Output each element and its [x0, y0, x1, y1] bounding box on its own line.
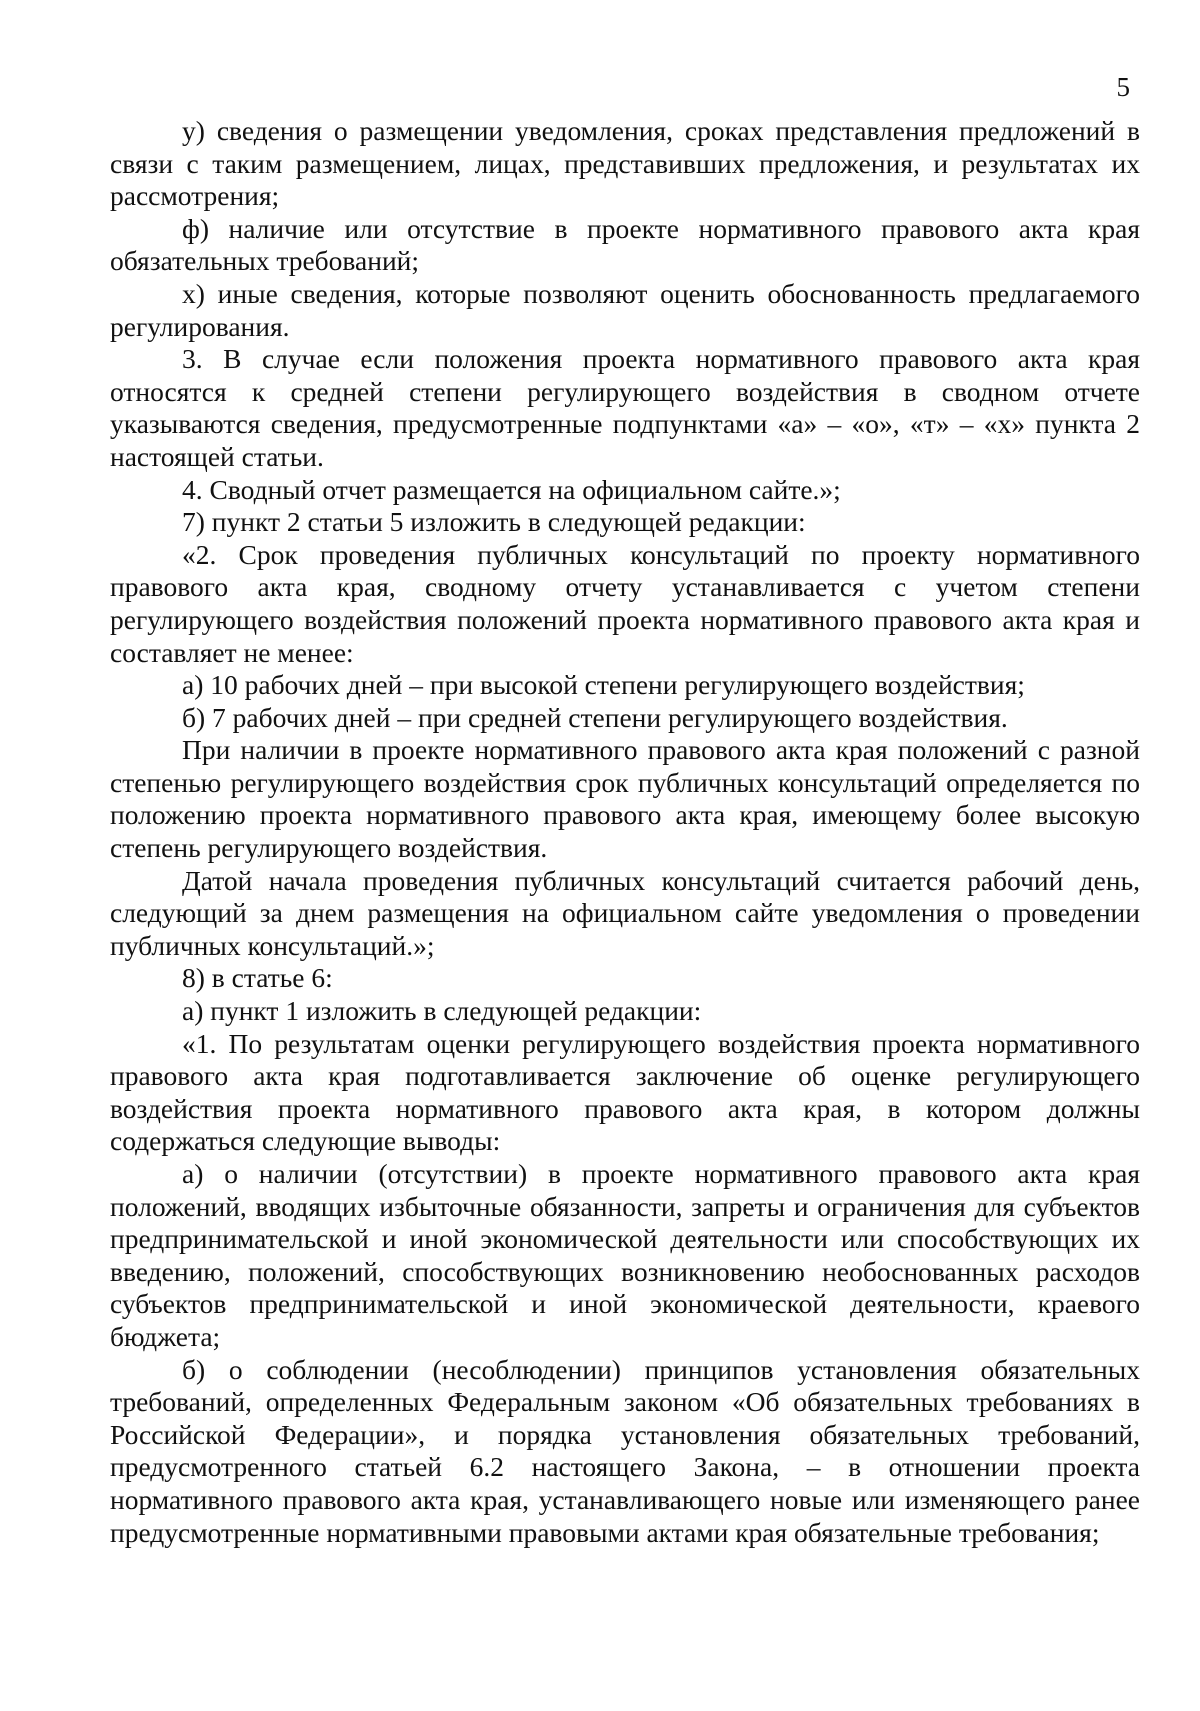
paragraph-amendment-8: 8) в статье 6:	[182, 962, 333, 994]
paragraph-item-kh: х) иные сведения, которые позволяют оценить обоснованность предлагаемого регулирования.	[110, 277, 1140, 342]
paragraph-amendment-7: 7) пункт 2 статьи 5 изложить в следующей редакции:	[182, 506, 806, 538]
paragraph-start-date: Датой начала проведения публичных консультаций считается рабочий день, следующий за днем размещения на официальном сайте уведомления о проведении публичных консультаций.»;	[110, 864, 1140, 961]
paragraph-item-f: ф) наличие или отсутствие в проекте нормативного правового акта края обязательных требований;	[110, 212, 1140, 277]
paragraph-mixed-degree: При наличии в проекте нормативного правового акта края положений с разной степенью регулирующего воздействия срок публичных консультаций определяется по положению проекта нормативного правового акта края, имеющему более высокую степень регулирующего воздействия.	[110, 734, 1140, 864]
page-number: 5	[1116, 72, 1130, 102]
paragraph-point-4: 4. Сводный отчет размещается на официальном сайте.»;	[182, 473, 841, 505]
paragraph-conclusion-b: б) о соблюдении (несоблюдении) принципов установления обязательных требований, определенных Федеральным законом «Об обязательных требованиях в Российской Федерации», и порядка установления обязательных требований, предусмотренного статьей 6.2 настоящего Закона, – в отношении проекта нормативного правового акта края, устанавливающего новые или изменяющего ранее предусмотренные нормативными правовыми актами края обязательные требования;	[110, 1353, 1140, 1548]
paragraph-article-6-point-1: «1. По результатам оценки регулирующего воздействия проекта нормативного правового акта края подготавливается заключение об оценке регулирующего воздействия проекта нормативного правового акта края, в котором должны содержаться следующие выводы:	[110, 1027, 1140, 1157]
document-body	[110, 115, 1140, 1549]
paragraph-item-a-high: а) 10 рабочих дней – при высокой степени регулирующего воздействия;	[182, 669, 1025, 701]
paragraph-article-5-point-2: «2. Срок проведения публичных консультаций по проекту нормативного правового акта края, сводному отчету устанавливается с учетом степени регулирующего воздействия положений проекта нормативного правового акта края и составляет не менее:	[110, 538, 1140, 668]
paragraph-item-a-point-1: а) пункт 1 изложить в следующей редакции:	[182, 995, 702, 1027]
paragraph-point-3: 3. В случае если положения проекта нормативного правового акта края относятся к средней степени регулирующего воздействия в сводном отчете указываются сведения, предусмотренные подпунктами «а» – «о», «т» – «х» пункта 2 настоящей статьи.	[110, 343, 1140, 472]
paragraph-conclusion-a: а) о наличии (отсутствии) в проекте нормативного правового акта края положений, вводящих избыточные обязанности, запреты и ограничения для субъектов предпринимательской и иной экономической деятельности или способствующих их введению, положений, способствующих возникновению необоснованных расходов субъектов предпринимательской и иной экономической деятельности, краевого бюджета;	[110, 1158, 1140, 1352]
paragraph-item-b-medium: б) 7 рабочих дней – при средней степени регулирующего воздействия.	[182, 701, 1008, 733]
paragraph-item-u: у) сведения о размещении уведомления, сроках представления предложений в связи с таким размещением, лицах, представивших предложения, и результатах их рассмотрения;	[110, 115, 1140, 212]
